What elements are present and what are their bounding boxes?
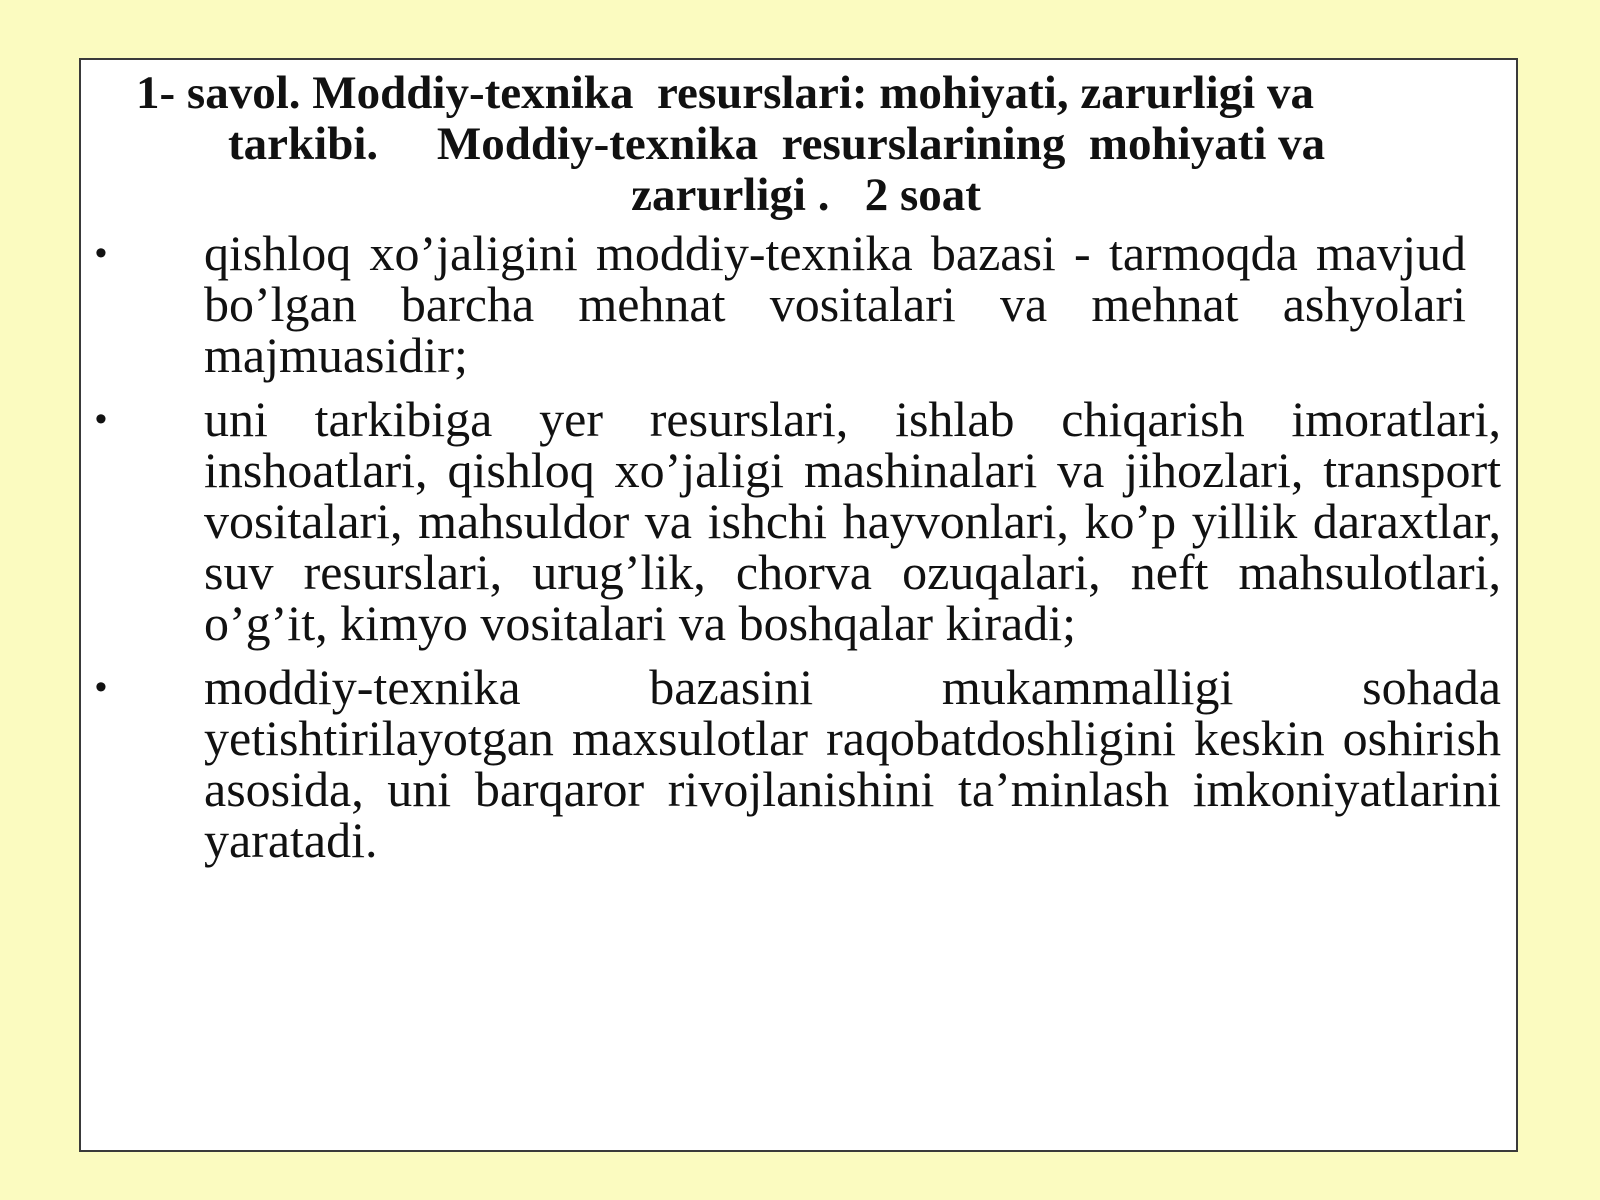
bullet-text: moddiy-texnika bazasini mukammalligi sohada yetishtirilayotgan maxsulotlar raqobatdoshligini keskin oshirish asosida, uni barqaror rivojlanishini ta’minlash imkoniyatlarini yaratadi. xyxy=(204,659,1501,868)
bullet-text: uni tarkibiga yer resurslari, ishlab chiqarish imoratlari, inshoatlari, qishloq xo’jaligi mashinalari va jihozlari, transport vositalari, mahsuldor va ishchi hayvonlari, ko’p yillik daraxtlar, suv resurslari, urug’lik, chorva ozuqalari, neft mahsulotlari, o’g’it, kimyo vositalari va boshqalar kiradi; xyxy=(204,391,1501,651)
slide-title-line-3: zarurligi . 2 soat xyxy=(631,169,981,221)
bullet-item-3 xyxy=(81,659,1520,868)
slide-frame xyxy=(79,58,1518,1152)
bullet-item-2 xyxy=(81,391,1520,651)
bullet-text: qishloq xo’jaligini moddiy-texnika bazasi - tarmoqda mavjud bo’lgan barcha mehnat vositalari va mehnat ashyolari majmuasidir; xyxy=(204,225,1466,383)
bullet-list xyxy=(81,225,1520,868)
bullet-marker: • xyxy=(95,234,107,272)
bullet-marker: • xyxy=(95,668,107,706)
slide-title-line-2: tarkibi. Moddiy-texnika resurslarining mohiyati va xyxy=(228,118,1326,170)
bullet-marker: • xyxy=(95,400,107,438)
slide-title-line-1: 1- savol. Moddiy-texnika resurslari: mohiyati, zarurligi va xyxy=(136,67,1314,119)
slide-title xyxy=(136,68,1556,221)
